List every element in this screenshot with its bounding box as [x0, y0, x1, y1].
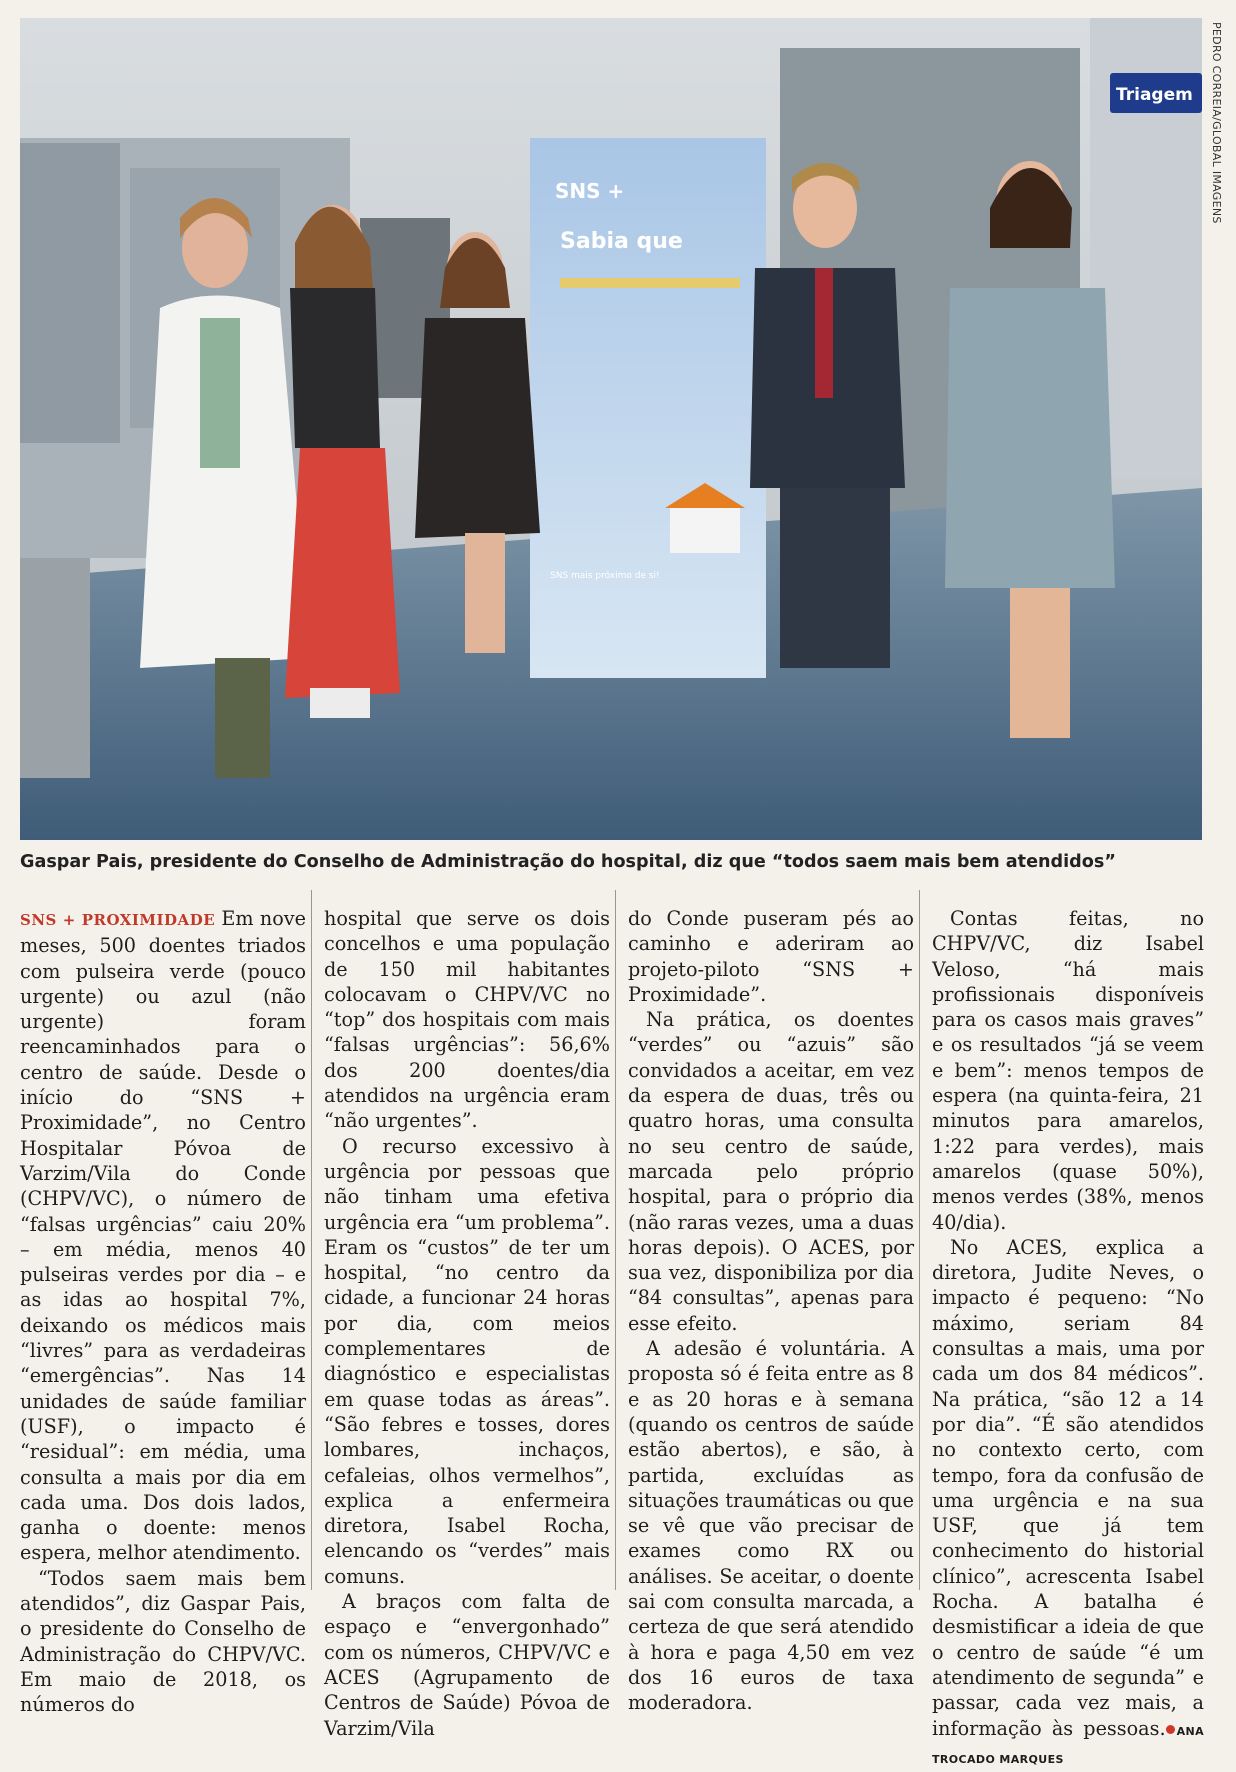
article-paragraph: A braços com falta de espaço e “envergonhado” com os números, CHPV/VC e ACES (Agrupamento de Centros de Saúde) Póvoa de Varzim/Vila: [324, 1590, 610, 1740]
banner-footer: SNS mais próximo de si!: [550, 571, 660, 581]
article-paragraph-text: No ACES, explica a diretora, Judite Neves, o impacto é pequeno: “No máximo, seriam 84 consultas a mais, uma por cada um dos 84 médicos”. Na prática, “são 12 a 14 por dia”. “É são atendidos no contexto certo, com tempo, fora da confusão de uma urgência e na sua USF, que já tem conhecimento do historial clínico”, acrescenta Isabel Rocha. A batalha é desmistificar a ideia de que o centro de saúde “é um atendimento de segunda” e passar, cada vez mais, a informação às pessoas.: [932, 1235, 1204, 1740]
triage-sign-label: Triagem: [1116, 85, 1193, 105]
article-paragraph: [20, 906, 306, 1566]
article-paragraph: do Conde puseram pés ao caminho e aderiram ao projeto-piloto “SNS + Proximidade”.: [628, 907, 914, 1006]
article-column-2: [324, 906, 610, 1741]
banner-house-icon: [670, 508, 740, 553]
article-paragraph: A adesão é voluntária. A proposta só é feita entre as 8 e as 20 horas e à semana (quando os centros de saúde estão abertos), e são, à partida, excluídas as situações traumáticas ou que se vê que vão precisar de exames como RX ou análises. Se aceitar, o doente sai com consulta marcada, a certeza de que será atendido à hora e paga 4,50 em vez dos 16 euros de taxa moderadora.: [628, 1337, 914, 1715]
end-mark-icon: [1166, 1725, 1175, 1734]
banner-brand: SNS +: [555, 179, 625, 203]
article-photo: [20, 18, 1202, 840]
column-divider: [615, 890, 616, 1590]
photo-credit: PEDRO CORREIA/GLOBAL IMAGENS: [1210, 22, 1223, 224]
photo-illustration: [20, 18, 1202, 840]
window-left: [20, 143, 120, 443]
article-paragraph: Contas feitas, no CHPV/VC, diz Isabel Veloso, “há mais profissionais disponíveis para os casos mais graves” e os resultados “já se veem e bem”: menos tempos de espera (na quinta-feira, 21 minutos para amarelos, 1:22 para verdes), mais amarelos (quase 50%), menos verdes (38%, menos 40/dia).: [932, 907, 1204, 1234]
article-paragraph: hospital que serve os dois concelhos e uma população de 150 mil habitantes colocavam o CHPV/VC no “top” dos hospitais com mais “falsas urgências”: 56,6% dos 200 doentes/dia atendidos na urgência eram “não urgentes”.: [324, 907, 610, 1133]
article-paragraph: O recurso excessivo à urgência por pessoas que não tinham uma efetiva urgência era “um problema”. Eram os “custos” de ter um hospital, “no centro da cidade, a funcionar 24 horas por dia, com meios complementares de diagnóstico e especialistas em quase todas as áreas”. “São febres e tosses, dores lombares, inchaços, cefaleias, olhos vermelhos”, explica a enfermeira diretora, Isabel Rocha, elencando os “verdes” mais comuns.: [324, 1134, 610, 1588]
article-column-4: [932, 906, 1204, 1772]
article-paragraph: Na prática, os doentes “verdes” ou “azuis” são convidados a aceitar, em vez da espera de duas, três ou quatro horas, uma consulta no seu centro de saúde, marcada pelo próprio hospital, para o próprio dia (não raras vezes, uma a duas horas depois). O ACES, por sua vez, disponibiliza por dia “84 consultas”, apenas para esse efeito.: [628, 1008, 914, 1335]
author-signature: ANA TROCADO MARQUES: [932, 1724, 1204, 1766]
article-column-1: [20, 906, 306, 1718]
column-divider: [919, 890, 920, 1590]
article-column-3: [628, 906, 914, 1716]
waiting-chairs: [20, 558, 90, 778]
article-paragraph: [932, 1235, 1204, 1772]
banner-highlight: [560, 278, 740, 288]
column-divider: [311, 890, 312, 1590]
article-kicker: SNS + PROXIMIDADE: [20, 911, 216, 929]
article-paragraph-text: Em nove meses, 500 doentes triados com pulseira verde (pouco urgente) ou azul (não urgente) foram reencaminhados para o centro de saúde. Desde o início do “SNS + Proximidade”, no Centro Hospitalar Póvoa de Varzim/Vila do Conde (CHPV/VC), o número de “falsas urgências” caiu 20% – em média, menos 40 pulseiras verdes por dia – e as idas ao hospital 7%, deixando os médicos mais “livres” para as verdadeiras “emergências”. Nas 14 unidades de saúde familiar (USF), o impacto é “residual”: em média, uma consulta a mais por dia em cada uma. Dos dois lados, ganha o doente: menos espera, melhor atendimento.: [20, 907, 306, 1565]
banner-headline: Sabia que: [560, 229, 683, 254]
sns-banner: [530, 138, 766, 678]
article-paragraph: “Todos saem mais bem atendidos”, diz Gaspar Pais, o presidente do Conselho de Administração do CHPV/VC. Em maio de 2018, os números do: [20, 1566, 306, 1717]
photo-caption: Gaspar Pais, presidente do Conselho de Administração do hospital, diz que “todos saem mais bem atendidos”: [20, 852, 1116, 872]
